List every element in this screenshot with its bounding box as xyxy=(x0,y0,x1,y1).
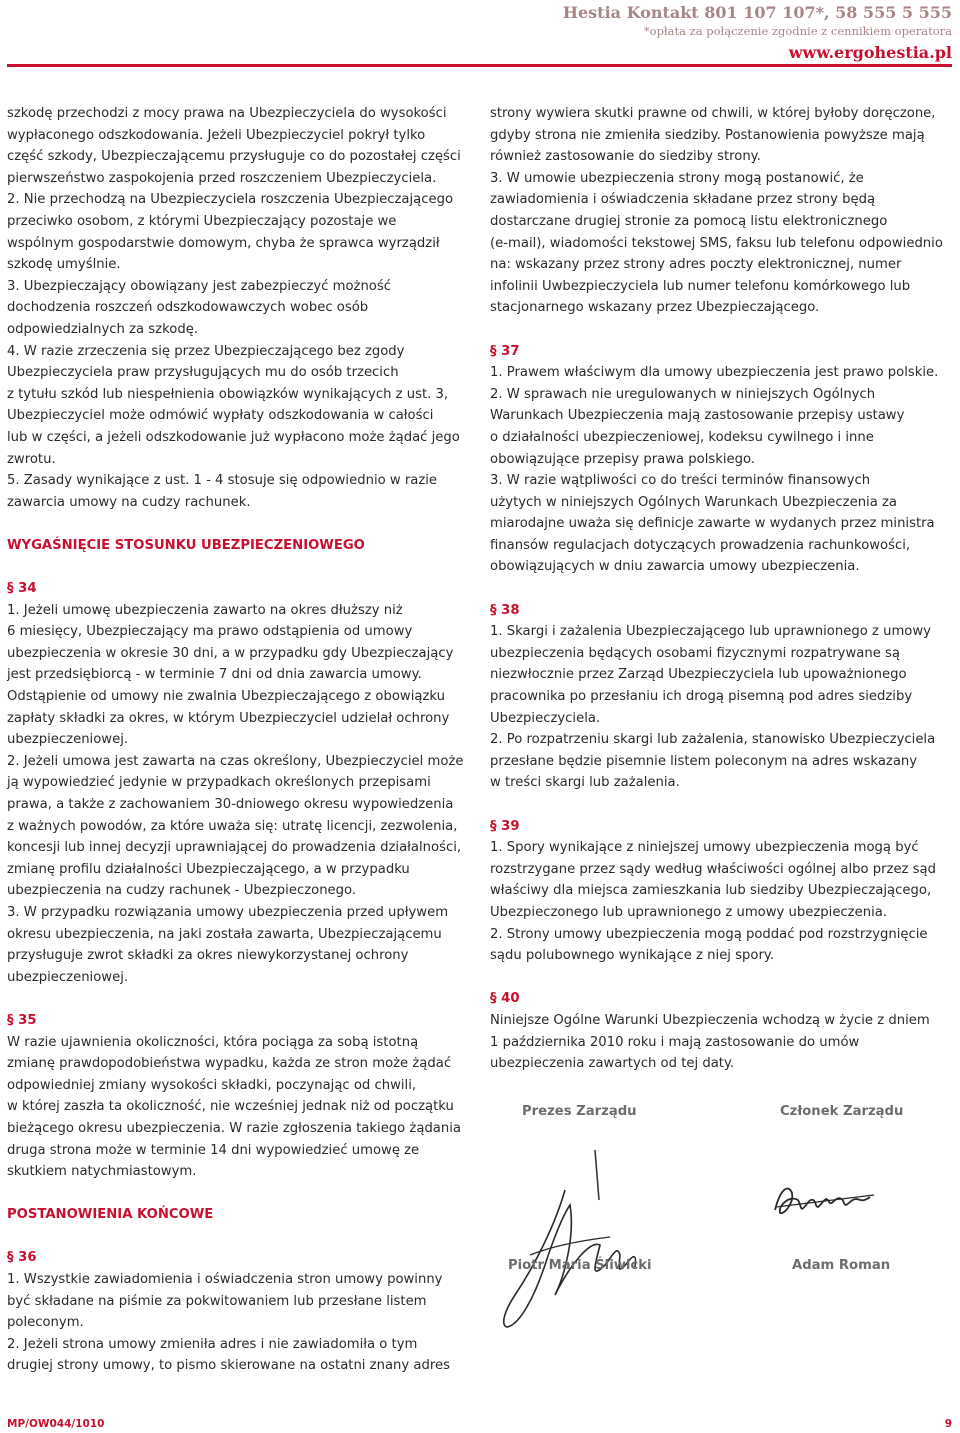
signature-name-member: Adam Roman xyxy=(792,1258,891,1273)
left-column xyxy=(7,103,469,1377)
paragraph-number: § 40 xyxy=(490,991,520,1007)
page-header xyxy=(563,0,952,64)
paragraph: W razie ujawnienia okoliczności, która pociąga za sobą istotną zmianę prawdopodobieństwa wypadku, każda ze stron może żądać odpowiedniej zmiany wysokości składki, poczynając od chwili, w której zaszła ta okoliczność, nie wcześniej jednak niż od początku bieżącego okresu ubezpieczenia. W razie zgłoszenia takiego żądania druga strona może w terminie 14 dni wypowiedzieć umowę ze skutkiem natychmiastowym. xyxy=(7,1034,461,1180)
paragraph: strony wywiera skutki prawne od chwili, w której byłoby doręczone, gdyby strona nie zmieniła siedziby. Postanowienia powyższe mają również zastosowanie do siedziby strony. xyxy=(490,106,936,165)
section-heading: WYGAŚNIĘCIE STOSUNKU UBEZPIECZENIOWEGO xyxy=(7,537,365,553)
paragraph-number: § 39 xyxy=(490,818,520,834)
paragraph: Niniejsze Ogólne Warunki Ubezpieczenia wchodzą w życie z dniem 1 października 2010 roku i mają zastosowanie do umów ubezpieczenia zawartych od tej daty. xyxy=(490,1012,930,1072)
paragraph: 5. Zasady wynikające z ust. 1 - 4 stosuje się odpowiednio w razie zawarcia umowy na cudzy rachunek. xyxy=(7,473,438,510)
paragraph: 1. Spory wynikające z niniejszej umowy ubezpieczenia mogą być rozstrzygane przez sądy według właściwości ogólnej albo przez sąd właściwy dla miejsca zamieszkania lub siedziby Ubezpieczającego, Ubezpieczonego lub uprawnionego z umowy ubezpieczenia. xyxy=(490,840,936,920)
paragraph: 3. Ubezpieczający obowiązany jest zabezpieczyć możność dochodzenia roszczeń odszkodowawczych wobec osób odpowiedzialnych za szkodę. xyxy=(7,278,391,337)
website-link[interactable]: www.ergohestia.pl xyxy=(788,43,952,62)
page-number: 9 xyxy=(944,1418,952,1430)
signature-image-member xyxy=(770,1175,880,1235)
paragraph: 3. W razie wątpliwości co do treści terminów finansowych użytych w niniejszych Ogólnych Warunkach Ubezpieczenia za miarodajne uważa się definicje zawarte w wydanych przez ministra finansów regulacjach dotyczących prowadzenia rachunkowości, obowiązujących w dniu zawarcia umowy ubezpieczenia. xyxy=(490,473,935,575)
paragraph: 1. Prawem właściwym dla umowy ubezpieczenia jest prawo polskie. xyxy=(490,365,939,381)
hotline-title: Hestia Kontakt 801 107 107*, 58 555 5 555 xyxy=(562,3,952,22)
paragraph: 2. Strony umowy ubezpieczenia mogą poddać pod rozstrzygnięcie sądu polubownego wynikające z niej spory. xyxy=(490,926,928,964)
paragraph-number: § 38 xyxy=(490,602,520,618)
signature-name-president: Piotr Maria Śliwicki xyxy=(508,1258,652,1273)
paragraph: 1. Jeżeli umowę ubezpieczenia zawarto na okres dłuższy niż 6 miesięcy, Ubezpieczający ma prawo odstąpienia od umowy ubezpieczenia w okresie 30 dni, a w przypadku gdy Ubezpieczający jest przedsiębiorcą - w terminie 7 dni od dnia zawarcia umowy. Odstąpienie od umowy nie zwalnia Ubezpieczającego z obowiązku zapłaty składki za okres, w którym Ubezpieczyciel udzielał ochrony ubezpieczeniowej. xyxy=(7,602,454,748)
paragraph-number: § 36 xyxy=(7,1250,37,1266)
paragraph: szkodę przechodzi z mocy prawa na Ubezpieczyciela do wysokości wypłaconego odszkodowania. Jeżeli Ubezpieczyciel pokrył tylko część szkody, Ubezpieczającemu przysługuje co do pozostałej części pierwszeństwo zaspokojenia przed roszczeniem Ubezpieczyciela. xyxy=(7,106,461,186)
paragraph: 3. W umowie ubezpieczenia strony mogą postanowić, że zawiadomienia i oświadczenia składane przez strony będą dostarczane drugiej stronie za pomocą listu elektronicznego (e-mail), wiadomości tekstowej SMS, faksu lub telefonu odpowiednio na: wskazany przez strony adres poczty elektronicznej, numer infolinii Uwbezpieczyciela lub numer telefonu komórkowego lub stacjonarnego wskazany przez Ubezpieczającego. xyxy=(490,170,943,316)
right-column xyxy=(490,103,952,1075)
paragraph: 1. Wszystkie zawiadomienia i oświadczenia stron umowy powinny być składane na piśmie za pokwitowaniem lub przesłane listem poleconym. xyxy=(7,1272,443,1331)
paragraph-number: § 37 xyxy=(490,343,520,359)
paragraph: 1. Skargi i zażalenia Ubezpieczającego lub uprawnionego z umowy ubezpieczenia będących osobami fizycznymi rozpatrywane są niezwłocznie przez Zarząd Ubezpieczyciela lub upoważnionego pracownika po przesłaniu ich drogą pisemną pod adres siedziby Ubezpieczyciela. xyxy=(490,624,931,726)
paragraph: 2. Jeżeli umowa jest zawarta na czas określony, Ubezpieczyciel może ją wypowiedzieć jedynie w przypadkach określonych przepisami prawa, a także z zachowaniem 30-dniowego okresu wypowiedzenia z ważnych powodów, za które uważa się: utratę licencji, zezwolenia, koncesji lub innej decyzji uprawniającej do prowadzenia działalności, zmianę profilu działalności Ubezpieczającego, a w przypadku ubezpieczenia na cudzy rachunek - Ubezpieczonego. xyxy=(7,753,464,899)
paragraph: 2. Po rozpatrzeniu skargi lub zażalenia, stanowisko Ubezpieczyciela przesłane będzie pisemnie listem poleconym na adres wskazany w treści skargi lub zażalenia. xyxy=(490,732,936,791)
paragraph-number: § 35 xyxy=(7,1012,37,1028)
header-divider xyxy=(7,64,952,67)
signature-role-member: Członek Zarządu xyxy=(780,1104,904,1119)
section-heading: POSTANOWIENIA KOŃCOWE xyxy=(7,1207,214,1223)
hotline-note: *opłata za połączenie zgodnie z cennikiem operatora xyxy=(643,24,952,38)
signature-image-president xyxy=(495,1145,655,1335)
paragraph: 2. W sprawach nie uregulowanych w niniejszych Ogólnych Warunkach Ubezpieczenia mają zastosowanie przepisy ustawy o działalności ubezpieczeniowej, kodeksu cywilnego i inne obowiązujące przepisy prawa polskiego. xyxy=(490,386,905,467)
paragraph: 2. Nie przechodzą na Ubezpieczyciela roszczenia Ubezpieczającego przeciwko osobom, z którymi Ubezpieczający pozostaje we wspólnym gospodarstwie domowym, chyba że sprawca wyrządził szkodę umyślnie. xyxy=(7,192,454,273)
signature-role-president: Prezes Zarządu xyxy=(522,1104,637,1119)
paragraph: 4. W razie zrzeczenia się przez Ubezpieczającego bez zgody Ubezpieczyciela praw przysługujących mu do osób trzecich z tytułu szkód lub niespełnienia obowiązków wynikających z ust. 3, Ubezpieczyciel może odmówić wypłaty odszkodowania w całości lub w części, a jeżeli odszkodowanie już wypłacono może żądać jego zwrotu. xyxy=(7,343,460,467)
paragraph: 3. W przypadku rozwiązania umowy ubezpieczenia przed upływem okresu ubezpieczenia, na jaki została zawarta, Ubezpieczającemu przysługuje zwrot składki za okres niewykorzystanej ochrony ubezpieczeniowej. xyxy=(7,904,449,985)
document-code: MP/OW044/1010 xyxy=(7,1418,105,1430)
paragraph-number: § 34 xyxy=(7,581,37,597)
paragraph: 2. Jeżeli strona umowy zmieniła adres i nie zawiadomiła o tym drugiej strony umowy, to pismo skierowane na ostatni znany adres xyxy=(7,1336,450,1374)
